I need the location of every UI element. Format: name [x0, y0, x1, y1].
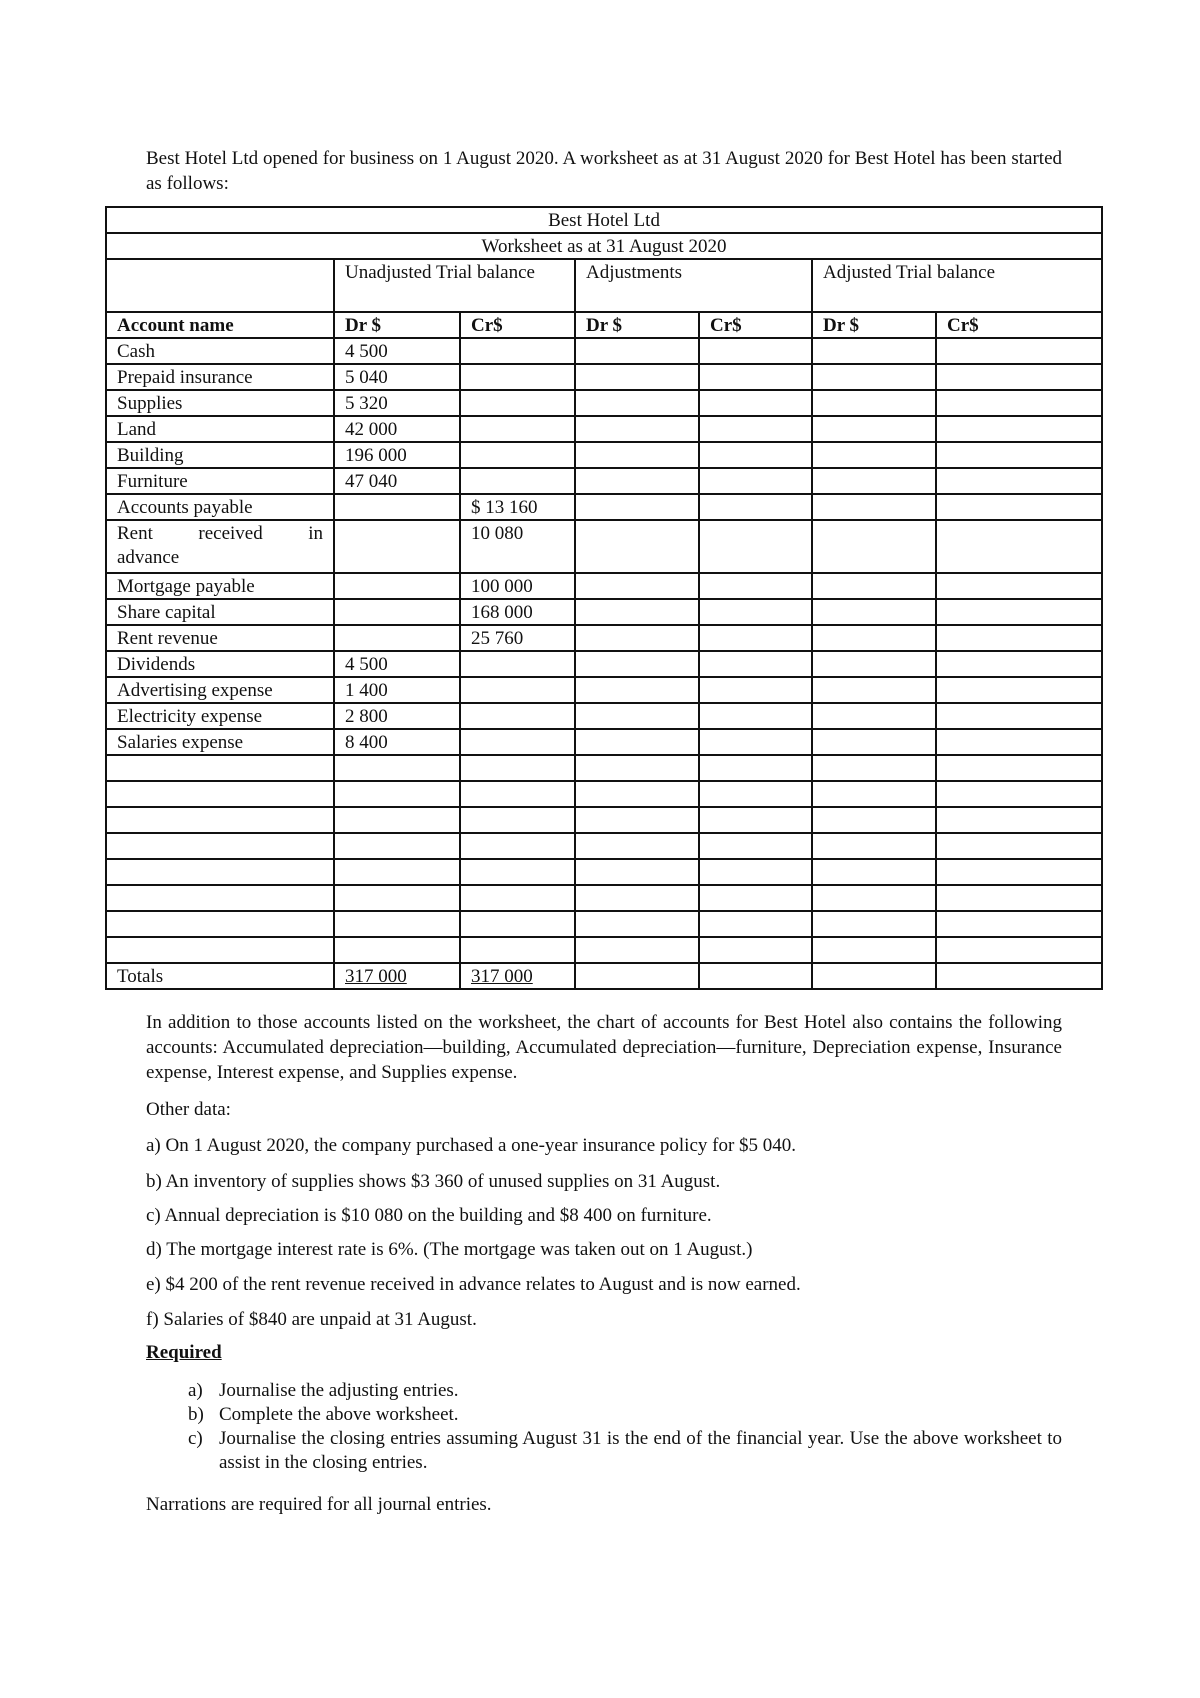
unadjusted-dr-cell	[334, 625, 460, 651]
required-item	[146, 1403, 1062, 1427]
empty-cell	[699, 494, 812, 520]
totals-label: Totals	[106, 963, 334, 989]
empty-cell	[936, 677, 1102, 703]
unadjusted-dr-cell: 4 500	[334, 651, 460, 677]
account-name-word: received	[198, 523, 263, 544]
empty-cell	[699, 625, 812, 651]
worksheet-table	[105, 206, 1103, 990]
unadjusted-dr-cell: 8 400	[334, 729, 460, 755]
empty-cell	[936, 859, 1102, 885]
col-unadj-cr: Cr$	[460, 312, 575, 338]
table-row	[106, 677, 1102, 703]
empty-cell	[575, 651, 699, 677]
account-name-line	[117, 522, 323, 546]
empty-cell	[812, 416, 936, 442]
blank-row	[106, 859, 1102, 885]
empty-cell	[936, 442, 1102, 468]
empty-cell	[575, 937, 699, 963]
account-name-cell: Mortgage payable	[106, 573, 334, 599]
empty-cell	[699, 651, 812, 677]
empty-cell	[699, 677, 812, 703]
account-name-cell: Electricity expense	[106, 703, 334, 729]
empty-cell	[936, 468, 1102, 494]
unadjusted-cr-cell: 100 000	[460, 573, 575, 599]
required-item-marker: c)	[188, 1428, 203, 1449]
empty-cell	[812, 442, 936, 468]
empty-cell	[812, 599, 936, 625]
empty-cell	[575, 442, 699, 468]
empty-cell	[460, 859, 575, 885]
unadjusted-dr-cell	[334, 599, 460, 625]
table-row	[106, 390, 1102, 416]
totals-dr	[334, 963, 460, 989]
required-item-marker: a)	[188, 1380, 203, 1401]
empty-cell	[936, 703, 1102, 729]
empty-cell	[575, 573, 699, 599]
empty-cell	[812, 755, 936, 781]
unadjusted-dr-cell: 1 400	[334, 677, 460, 703]
empty-cell	[334, 885, 460, 911]
totals-empty-cell	[936, 963, 1102, 989]
account-name-word: Rent	[117, 523, 153, 544]
empty-cell	[460, 911, 575, 937]
table-row	[106, 599, 1102, 625]
empty-cell	[812, 729, 936, 755]
empty-cell	[575, 885, 699, 911]
col-adjtb-dr: Dr $	[812, 312, 936, 338]
unadjusted-cr-cell	[460, 703, 575, 729]
table-row	[106, 651, 1102, 677]
account-name-line	[117, 546, 323, 570]
empty-cell	[575, 781, 699, 807]
empty-cell	[699, 520, 812, 573]
empty-cell	[699, 859, 812, 885]
unadjusted-cr-cell	[460, 442, 575, 468]
empty-cell	[812, 494, 936, 520]
unadjusted-dr-cell: 42 000	[334, 416, 460, 442]
empty-cell	[699, 442, 812, 468]
empty-cell	[812, 859, 936, 885]
required-list	[146, 1379, 1062, 1475]
worksheet-title-row	[106, 207, 1102, 233]
empty-cell	[936, 755, 1102, 781]
empty-cell	[936, 729, 1102, 755]
table-row	[106, 494, 1102, 520]
group-adjustments: Adjustments	[575, 259, 812, 312]
unadjusted-dr-cell	[334, 494, 460, 520]
empty-cell	[936, 625, 1102, 651]
blank-row	[106, 807, 1102, 833]
table-row	[106, 364, 1102, 390]
column-header-row	[106, 312, 1102, 338]
account-name-cell: Dividends	[106, 651, 334, 677]
blank-row	[106, 755, 1102, 781]
empty-cell	[575, 416, 699, 442]
empty-cell	[106, 885, 334, 911]
empty-cell	[334, 755, 460, 781]
empty-cell	[106, 755, 334, 781]
empty-cell	[699, 416, 812, 442]
empty-cell	[936, 390, 1102, 416]
empty-cell	[936, 885, 1102, 911]
empty-cell	[575, 729, 699, 755]
worksheet-title: Best Hotel Ltd	[106, 207, 1102, 233]
empty-cell	[334, 833, 460, 859]
empty-cell	[812, 807, 936, 833]
empty-cell	[575, 599, 699, 625]
other-data-heading: Other data:	[146, 1099, 231, 1120]
empty-cell	[575, 390, 699, 416]
table-row	[106, 520, 1102, 573]
empty-cell	[699, 911, 812, 937]
col-adjtb-cr: Cr$	[936, 312, 1102, 338]
empty-cell	[699, 599, 812, 625]
empty-cell	[575, 677, 699, 703]
worksheet-subtitle: Worksheet as at 31 August 2020	[106, 233, 1102, 259]
empty-cell	[334, 781, 460, 807]
empty-cell	[575, 338, 699, 364]
empty-cell	[460, 885, 575, 911]
account-name-cell: Supplies	[106, 390, 334, 416]
empty-cell	[936, 573, 1102, 599]
empty-cell	[106, 911, 334, 937]
empty-cell	[699, 885, 812, 911]
blank-row	[106, 833, 1102, 859]
other-data-item-b: b) An inventory of supplies shows $3 360 of unused supplies on 31 August.	[146, 1171, 721, 1192]
empty-cell	[334, 859, 460, 885]
totals-cr-value: 317 000	[471, 966, 533, 987]
empty-cell	[460, 807, 575, 833]
totals-empty-cell	[812, 963, 936, 989]
empty-cell	[699, 807, 812, 833]
totals-dr-value: 317 000	[345, 966, 407, 987]
empty-cell	[334, 807, 460, 833]
unadjusted-cr-cell	[460, 677, 575, 703]
empty-cell	[812, 911, 936, 937]
narrations-note: Narrations are required for all journal entries.	[146, 1494, 492, 1515]
required-heading: Required	[146, 1342, 222, 1363]
required-item	[146, 1427, 1062, 1475]
required-item-marker: b)	[188, 1404, 204, 1425]
empty-cell	[699, 781, 812, 807]
empty-cell	[575, 468, 699, 494]
other-data-item-a: a) On 1 August 2020, the company purchased a one-year insurance policy for $5 040.	[146, 1135, 797, 1156]
unadjusted-cr-cell	[460, 338, 575, 364]
blank-row	[106, 781, 1102, 807]
account-name-word: advance	[117, 547, 180, 568]
col-account-name: Account name	[106, 312, 334, 338]
col-unadj-dr: Dr $	[334, 312, 460, 338]
required-item	[146, 1379, 1062, 1403]
empty-cell	[936, 937, 1102, 963]
unadjusted-dr-cell: 2 800	[334, 703, 460, 729]
blank-row	[106, 885, 1102, 911]
empty-cell	[936, 599, 1102, 625]
empty-cell	[936, 338, 1102, 364]
empty-cell	[812, 468, 936, 494]
empty-cell	[575, 703, 699, 729]
table-row	[106, 573, 1102, 599]
account-name-cell: Rent revenue	[106, 625, 334, 651]
empty-cell	[699, 573, 812, 599]
empty-cell	[106, 937, 334, 963]
account-name-cell: Accounts payable	[106, 494, 334, 520]
totals-row	[106, 963, 1102, 989]
account-name-cell	[106, 520, 334, 573]
unadjusted-cr-cell: 25 760	[460, 625, 575, 651]
empty-cell	[106, 859, 334, 885]
col-adj-dr: Dr $	[575, 312, 699, 338]
empty-cell	[936, 416, 1102, 442]
chart-of-accounts-paragraph: In addition to those accounts listed on the worksheet, the chart of accounts for Best Hotel also contains the following accounts: Accumulated depreciation—building, Accumulated depreciation—furniture, Depreciation expense, Insurance expense, Interest expense, and Supplies expense.	[146, 1012, 1062, 1083]
unadjusted-cr-cell	[460, 651, 575, 677]
empty-cell	[575, 625, 699, 651]
empty-cell	[460, 755, 575, 781]
account-name-cell: Advertising expense	[106, 677, 334, 703]
empty-cell	[812, 833, 936, 859]
empty-cell	[812, 520, 936, 573]
unadjusted-dr-cell: 4 500	[334, 338, 460, 364]
empty-cell	[699, 729, 812, 755]
account-name-cell: Prepaid insurance	[106, 364, 334, 390]
empty-cell	[936, 833, 1102, 859]
other-data-item-c: c) Annual depreciation is $10 080 on the building and $8 400 on furniture.	[146, 1205, 712, 1226]
unadjusted-cr-cell	[460, 468, 575, 494]
empty-cell	[699, 390, 812, 416]
table-row	[106, 625, 1102, 651]
empty-cell	[812, 364, 936, 390]
empty-cell	[936, 911, 1102, 937]
other-data-item-e: e) $4 200 of the rent revenue received in advance relates to August and is now earned.	[146, 1274, 801, 1295]
table-row	[106, 729, 1102, 755]
empty-cell	[936, 494, 1102, 520]
empty-cell	[699, 338, 812, 364]
empty-cell	[812, 573, 936, 599]
table-row	[106, 416, 1102, 442]
empty-cell	[812, 390, 936, 416]
empty-cell	[812, 677, 936, 703]
unadjusted-cr-cell: 10 080	[460, 520, 575, 573]
totals-empty-cell	[699, 963, 812, 989]
empty-cell	[936, 807, 1102, 833]
group-blank-cell	[106, 259, 334, 312]
empty-cell	[460, 937, 575, 963]
totals-empty-cell	[575, 963, 699, 989]
empty-cell	[575, 520, 699, 573]
account-name-cell: Share capital	[106, 599, 334, 625]
empty-cell	[334, 911, 460, 937]
empty-cell	[575, 859, 699, 885]
empty-cell	[106, 807, 334, 833]
table-row	[106, 468, 1102, 494]
empty-cell	[936, 781, 1102, 807]
unadjusted-dr-cell	[334, 520, 460, 573]
unadjusted-dr-cell: 47 040	[334, 468, 460, 494]
unadjusted-cr-cell: $ 13 160	[460, 494, 575, 520]
table-row	[106, 442, 1102, 468]
empty-cell	[106, 781, 334, 807]
empty-cell	[812, 885, 936, 911]
blank-row	[106, 937, 1102, 963]
unadjusted-dr-cell: 5 320	[334, 390, 460, 416]
required-item-text: Complete the above worksheet.	[219, 1404, 459, 1425]
empty-cell	[699, 703, 812, 729]
empty-cell	[575, 755, 699, 781]
empty-cell	[699, 364, 812, 390]
empty-cell	[575, 364, 699, 390]
account-name-cell: Building	[106, 442, 334, 468]
empty-cell	[812, 781, 936, 807]
empty-cell	[936, 651, 1102, 677]
other-data-item-f: f) Salaries of $840 are unpaid at 31 August.	[146, 1309, 477, 1330]
empty-cell	[575, 494, 699, 520]
empty-cell	[106, 833, 334, 859]
empty-cell	[812, 937, 936, 963]
account-name-word: in	[308, 523, 323, 544]
empty-cell	[699, 468, 812, 494]
empty-cell	[699, 937, 812, 963]
account-name-cell: Land	[106, 416, 334, 442]
group-unadjusted: Unadjusted Trial balance	[334, 259, 575, 312]
empty-cell	[936, 520, 1102, 573]
unadjusted-cr-cell	[460, 364, 575, 390]
empty-cell	[575, 807, 699, 833]
unadjusted-cr-cell	[460, 729, 575, 755]
unadjusted-cr-cell	[460, 390, 575, 416]
worksheet-subtitle-row	[106, 233, 1102, 259]
empty-cell	[812, 625, 936, 651]
col-adj-cr: Cr$	[699, 312, 812, 338]
empty-cell	[575, 911, 699, 937]
empty-cell	[936, 364, 1102, 390]
unadjusted-dr-cell	[334, 573, 460, 599]
empty-cell	[699, 833, 812, 859]
empty-cell	[460, 833, 575, 859]
unadjusted-cr-cell	[460, 416, 575, 442]
required-item-text: Journalise the adjusting entries.	[219, 1380, 459, 1401]
empty-cell	[812, 703, 936, 729]
intro-paragraph: Best Hotel Ltd opened for business on 1 August 2020. A worksheet as at 31 August 2020 for Best Hotel has been started as follows:	[146, 148, 1062, 194]
unadjusted-cr-cell: 168 000	[460, 599, 575, 625]
totals-cr	[460, 963, 575, 989]
table-row	[106, 338, 1102, 364]
other-data-item-d: d) The mortgage interest rate is 6%. (The mortgage was taken out on 1 August.)	[146, 1239, 753, 1260]
unadjusted-dr-cell: 196 000	[334, 442, 460, 468]
account-name-cell: Furniture	[106, 468, 334, 494]
empty-cell	[812, 651, 936, 677]
empty-cell	[334, 937, 460, 963]
table-row	[106, 703, 1102, 729]
empty-cell	[812, 338, 936, 364]
account-name-cell: Cash	[106, 338, 334, 364]
unadjusted-dr-cell: 5 040	[334, 364, 460, 390]
required-item-text: Journalise the closing entries assuming August 31 is the end of the financial year. Use the above worksheet to assist in the closing entries.	[219, 1428, 1062, 1473]
empty-cell	[460, 781, 575, 807]
column-group-row	[106, 259, 1102, 312]
empty-cell	[575, 833, 699, 859]
blank-row	[106, 911, 1102, 937]
group-adjusted: Adjusted Trial balance	[812, 259, 1102, 312]
empty-cell	[699, 755, 812, 781]
account-name-cell: Salaries expense	[106, 729, 334, 755]
